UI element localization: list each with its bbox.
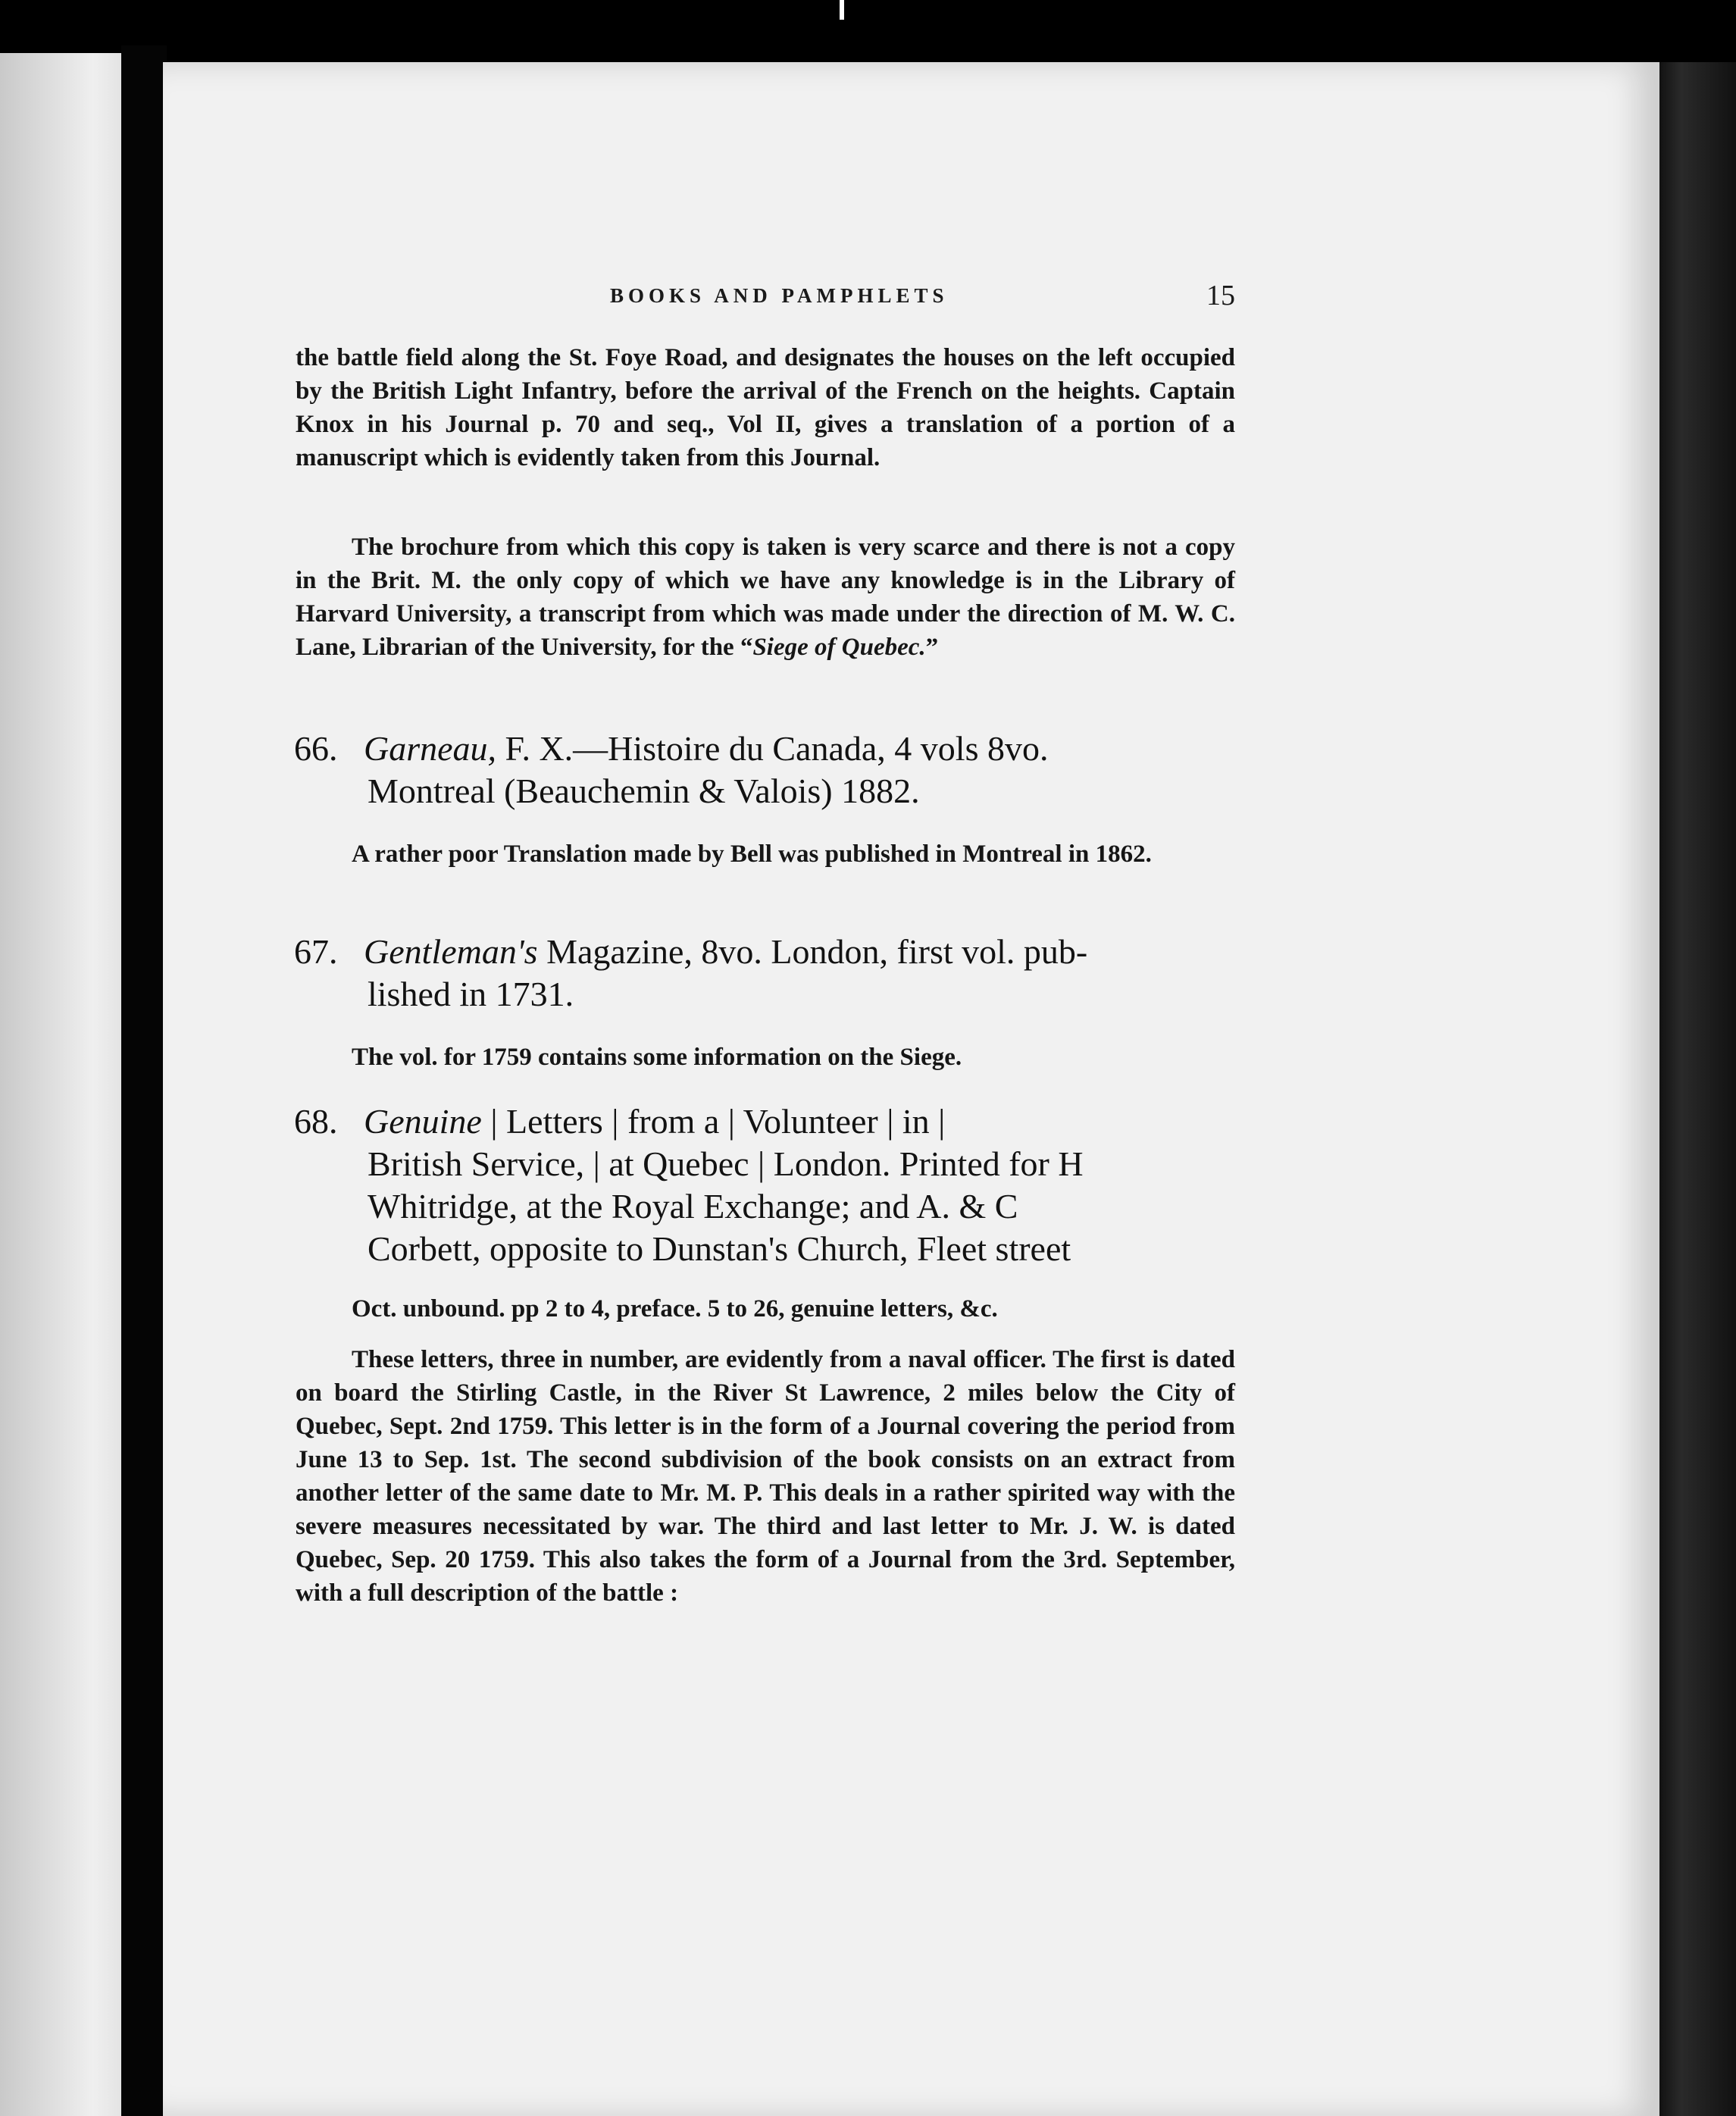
entry-line-2: lished in 1731.: [368, 975, 574, 1013]
entry-68-note: Oct. unbound. pp 2 to 4, preface. 5 to 26, genuine letters, &c.: [352, 1295, 998, 1322]
paragraph-letters: These letters, three in number, are evidently from a naval officer. The first is dated on board the Stirling Castle, in the River St Lawrence, 2 miles below the City of Quebec, Sept. 2nd 1759. This letter is in the form of a Journal covering the period from June 13 to Sep. 1st. The second subdivision of the book consists on an extract from another letter of the same date to Mr. M. P. This deals in a rather spirited way with the severe measures necessitated by war. The third and last letter to Mr. J. W. is dated Quebec, Sep. 20 1759. This also takes the form of a Journal from the 3rd. September, with a full description of the battle :: [296, 1346, 1235, 1607]
entry-66: [294, 728, 1234, 812]
entry-line-4: Corbett, opposite to Dunstan's Church, Fleet street: [368, 1229, 1071, 1268]
entry-number: 66.: [294, 729, 338, 768]
entry-line-2: Montreal (Beauchemin & Valois) 1882.: [368, 772, 920, 810]
paragraph-brochure-title: Siege of Quebec.: [752, 634, 926, 661]
film-gap: [121, 45, 167, 2116]
entry-number: 68.: [294, 1102, 338, 1141]
entry-line-1: | Letters | from a | Volunteer | in |: [481, 1102, 946, 1141]
paragraph-continuation: the battle field along the St. Foye Road, and designates the houses on the left occupied by the British Light Infantry, before the arrival of the French on the heights. Captain Knox in his Journal p. 70 and seq., Vol II, gives a translation of a portion of a manuscript which is evidently taken from this Journal.: [296, 344, 1235, 471]
entry-author: Genuine: [364, 1102, 482, 1141]
entry-line-1: F. X.—Histoire du Canada, 4 vols 8vo.: [496, 729, 1049, 768]
entry-68: [294, 1100, 1234, 1270]
film-top-mark: [840, 0, 844, 20]
entry-66-note: A rather poor Translation made by Bell was published in Montreal in 1862.: [352, 840, 1152, 868]
running-head: BOOKS AND PAMPHLETS: [610, 284, 949, 307]
paragraph-brochure-text: The brochure from which this copy is taken is very scarce and there is not a copy in the Brit. M. the only copy of which we have any knowledge is in the Library of Harvard University, a transcript from which was made under the direction of M. W. C. Lane, Librarian of the University, for the “: [296, 534, 1235, 661]
entry-number: 67.: [294, 932, 338, 971]
entry-67: [294, 931, 1234, 1016]
paragraph-brochure-end: ”: [925, 634, 939, 661]
paragraph-brochure: [296, 531, 1235, 664]
film-margin-right: [1652, 62, 1736, 2116]
entry-line-1: Magazine, 8vo. London, first vol. pub-: [537, 932, 1088, 971]
entry-author: Gentleman's: [364, 932, 538, 971]
page-number: 15: [1206, 280, 1235, 311]
entry-line-2: British Service, | at Quebec | London. Printed for H: [368, 1144, 1084, 1183]
entry-67-note: The vol. for 1759 contains some information on the Siege.: [352, 1044, 962, 1071]
entry-author: Garneau,: [364, 729, 497, 768]
entry-line-3: Whitridge, at the Royal Exchange; and A. & C: [368, 1187, 1018, 1225]
